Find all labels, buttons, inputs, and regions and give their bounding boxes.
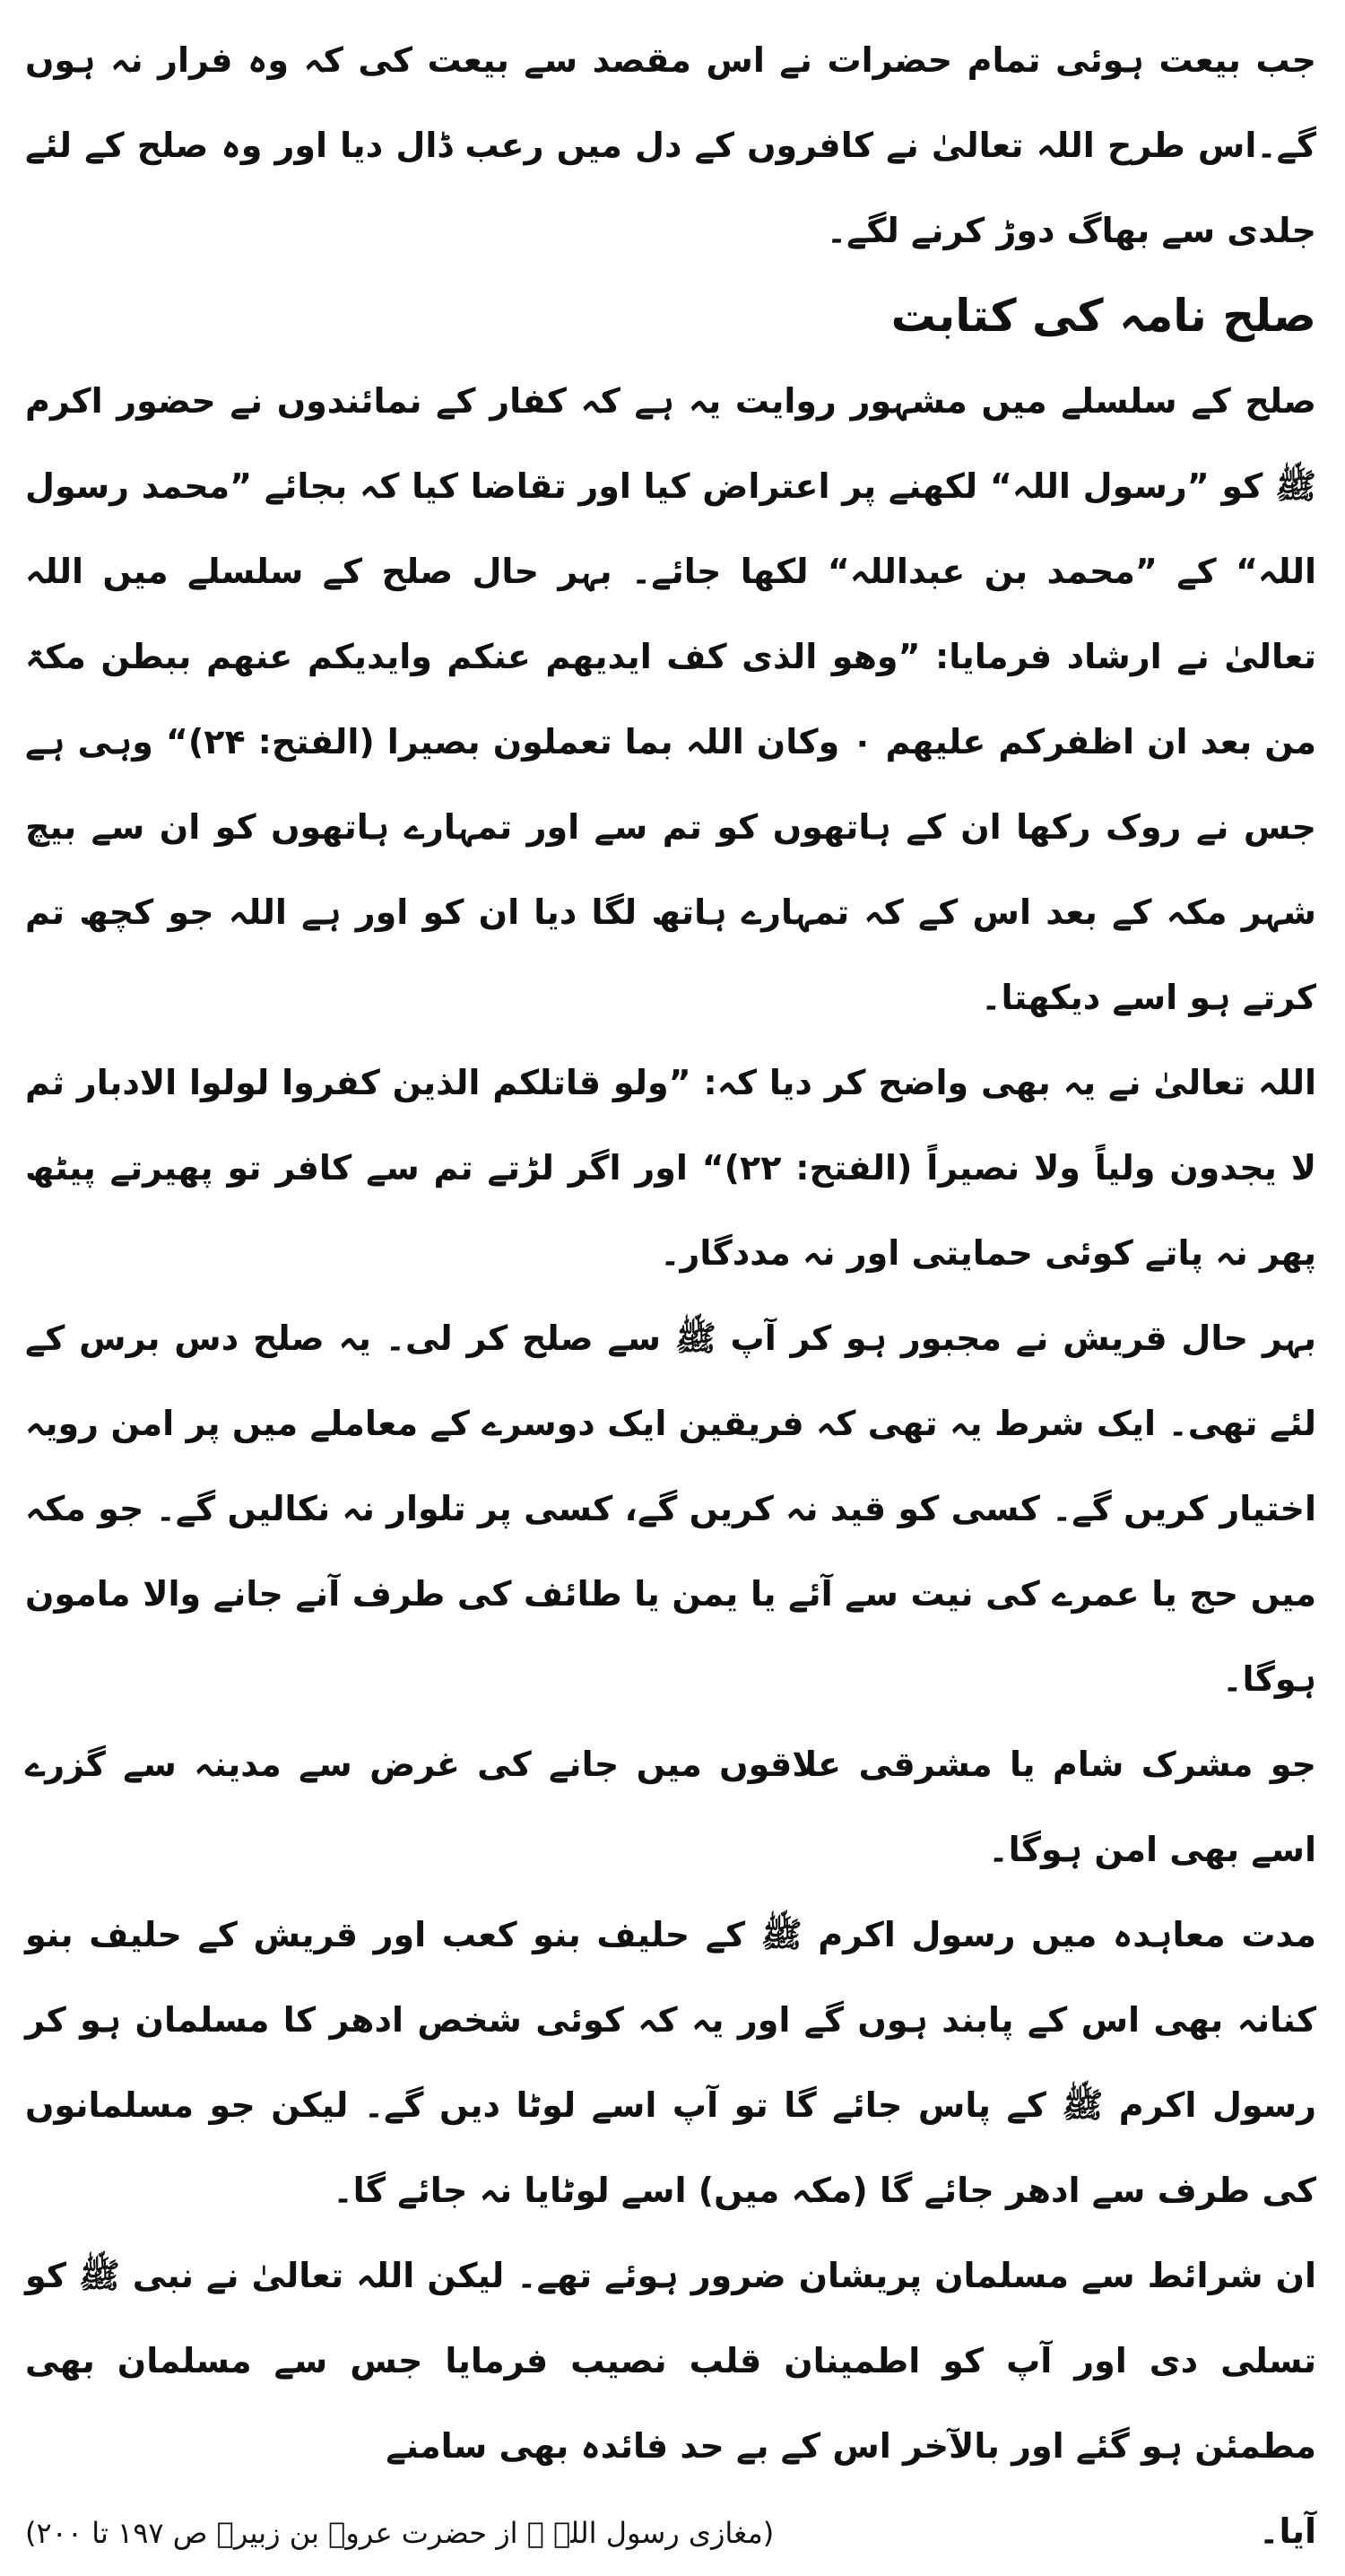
source-reference: (مغازی رسول اللہ ﷺ از حضرت عروہ بن زبیرؓ ص ۱۹۷ تا ۲۰۰) bbox=[25, 2516, 775, 2550]
paragraph-2: صلح کے سلسلے میں مشہور روایت یہ ہے کہ کفار کے نمائندوں نے حضور اکرم ﷺ کو ”رسول اللہ“ لکھنے پر اعتراض کیا اور تقاضا کیا کہ بجائے ”محمد رسول اللہ“ کے ”محمد بن عبداللہ“ لکھا جائے۔ بہر حال صلح کے سلسلے میں اللہ تعالیٰ نے ارشاد فرمایا: ”وھو الذی کف ایدیھم عنکم وایدیکم عنھم ببطن مکۃ من بعد ان اظفرکم علیھم ۰ وکان اللہ بما تعملون بصیرا (الفتح: ۲۴)“ وہی ہے جس نے روک رکھا ان کے ہاتھوں کو تم سے اور تمہارے ہاتھوں کو ان سے بیچ شہر مکہ کے بعد اس کے کہ تمہارے ہاتھ لگا دیا ان کو اور ہے اللہ جو کچھ تم کرتے ہو اسے دیکھتا۔ bbox=[25, 381, 1316, 1017]
paragraph-3: اللہ تعالیٰ نے یہ بھی واضح کر دیا کہ: ”ولو قاتلکم الذین کفروا لولوا الادبار ثم لا یجدون ولیاً ولا نصیراً (الفتح: ۲۲)“ اور اگر لڑتے تم سے کافر تو پھیرتے پیٹھ پھر نہ پاتے کوئی حمایتی اور نہ مددگار۔ bbox=[25, 1063, 1316, 1273]
paragraph-7: ان شرائط سے مسلمان پریشان ضرور ہوئے تھے۔ لیکن اللہ تعالیٰ نے نبی ﷺ کو تسلی دی اور آپ کو اطمینان قلب نصیب فرمایا جس سے مسلمان بھی مطمئن ہو گئے اور بالآخر اس کے بے حد فائدہ بھی سامنے bbox=[25, 2256, 1316, 2466]
section-heading: صلح نامہ کی کتابت bbox=[890, 290, 1316, 342]
paragraph-6: مدت معاہدہ میں رسول اکرم ﷺ کے حلیف بنو کعب اور قریش کے حلیف بنو کنانہ بھی اس کے پابند ہوں گے اور یہ کہ کوئی شخص ادھر کا مسلمان ہو کر رسول اکرم ﷺ کے پاس جائے گا تو آپ اسے لوٹا دیں گے۔ لیکن جو مسلمانوں کی طرف سے ادھر جائے گا (مکہ میں) اسے لوٹایا نہ جائے گا۔ bbox=[25, 1915, 1316, 2210]
footer-row bbox=[25, 2489, 1316, 2576]
paragraph-7-end: آیا۔ bbox=[1259, 2511, 1316, 2551]
document-page bbox=[25, 18, 1316, 2551]
paragraph-4: بہر حال قریش نے مجبور ہو کر آپ ﷺ سے صلح کر لی۔ یہ صلح دس برس کے لئے تھی۔ ایک شرط یہ تھی کہ فریقین ایک دوسرے کے معاملے میں پر امن رویہ اختیار کریں گے۔ کسی کو قید نہ کریں گے، کسی پر تلوار نہ نکالیں گے۔ جو مکہ میں حج یا عمرے کی نیت سے آئے یا یمن یا طائف کی طرف آنے جانے والا مامون ہوگا۔ bbox=[25, 1318, 1316, 1699]
paragraph-1: جب بیعت ہوئی تمام حضرات نے اس مقصد سے بیعت کی کہ وہ فرار نہ ہوں گے۔اس طرح اللہ تعالیٰ نے کافروں کے دل میں رعب ڈال دیا اور وہ صلح کے لئے جلدی سے بھاگ دوڑ کرنے لگے۔ bbox=[25, 40, 1316, 250]
paragraph-5: جو مشرک شام یا مشرقی علاقوں میں جانے کی غرض سے مدینہ سے گزرے اسے بھی امن ہوگا۔ bbox=[25, 1745, 1316, 1869]
